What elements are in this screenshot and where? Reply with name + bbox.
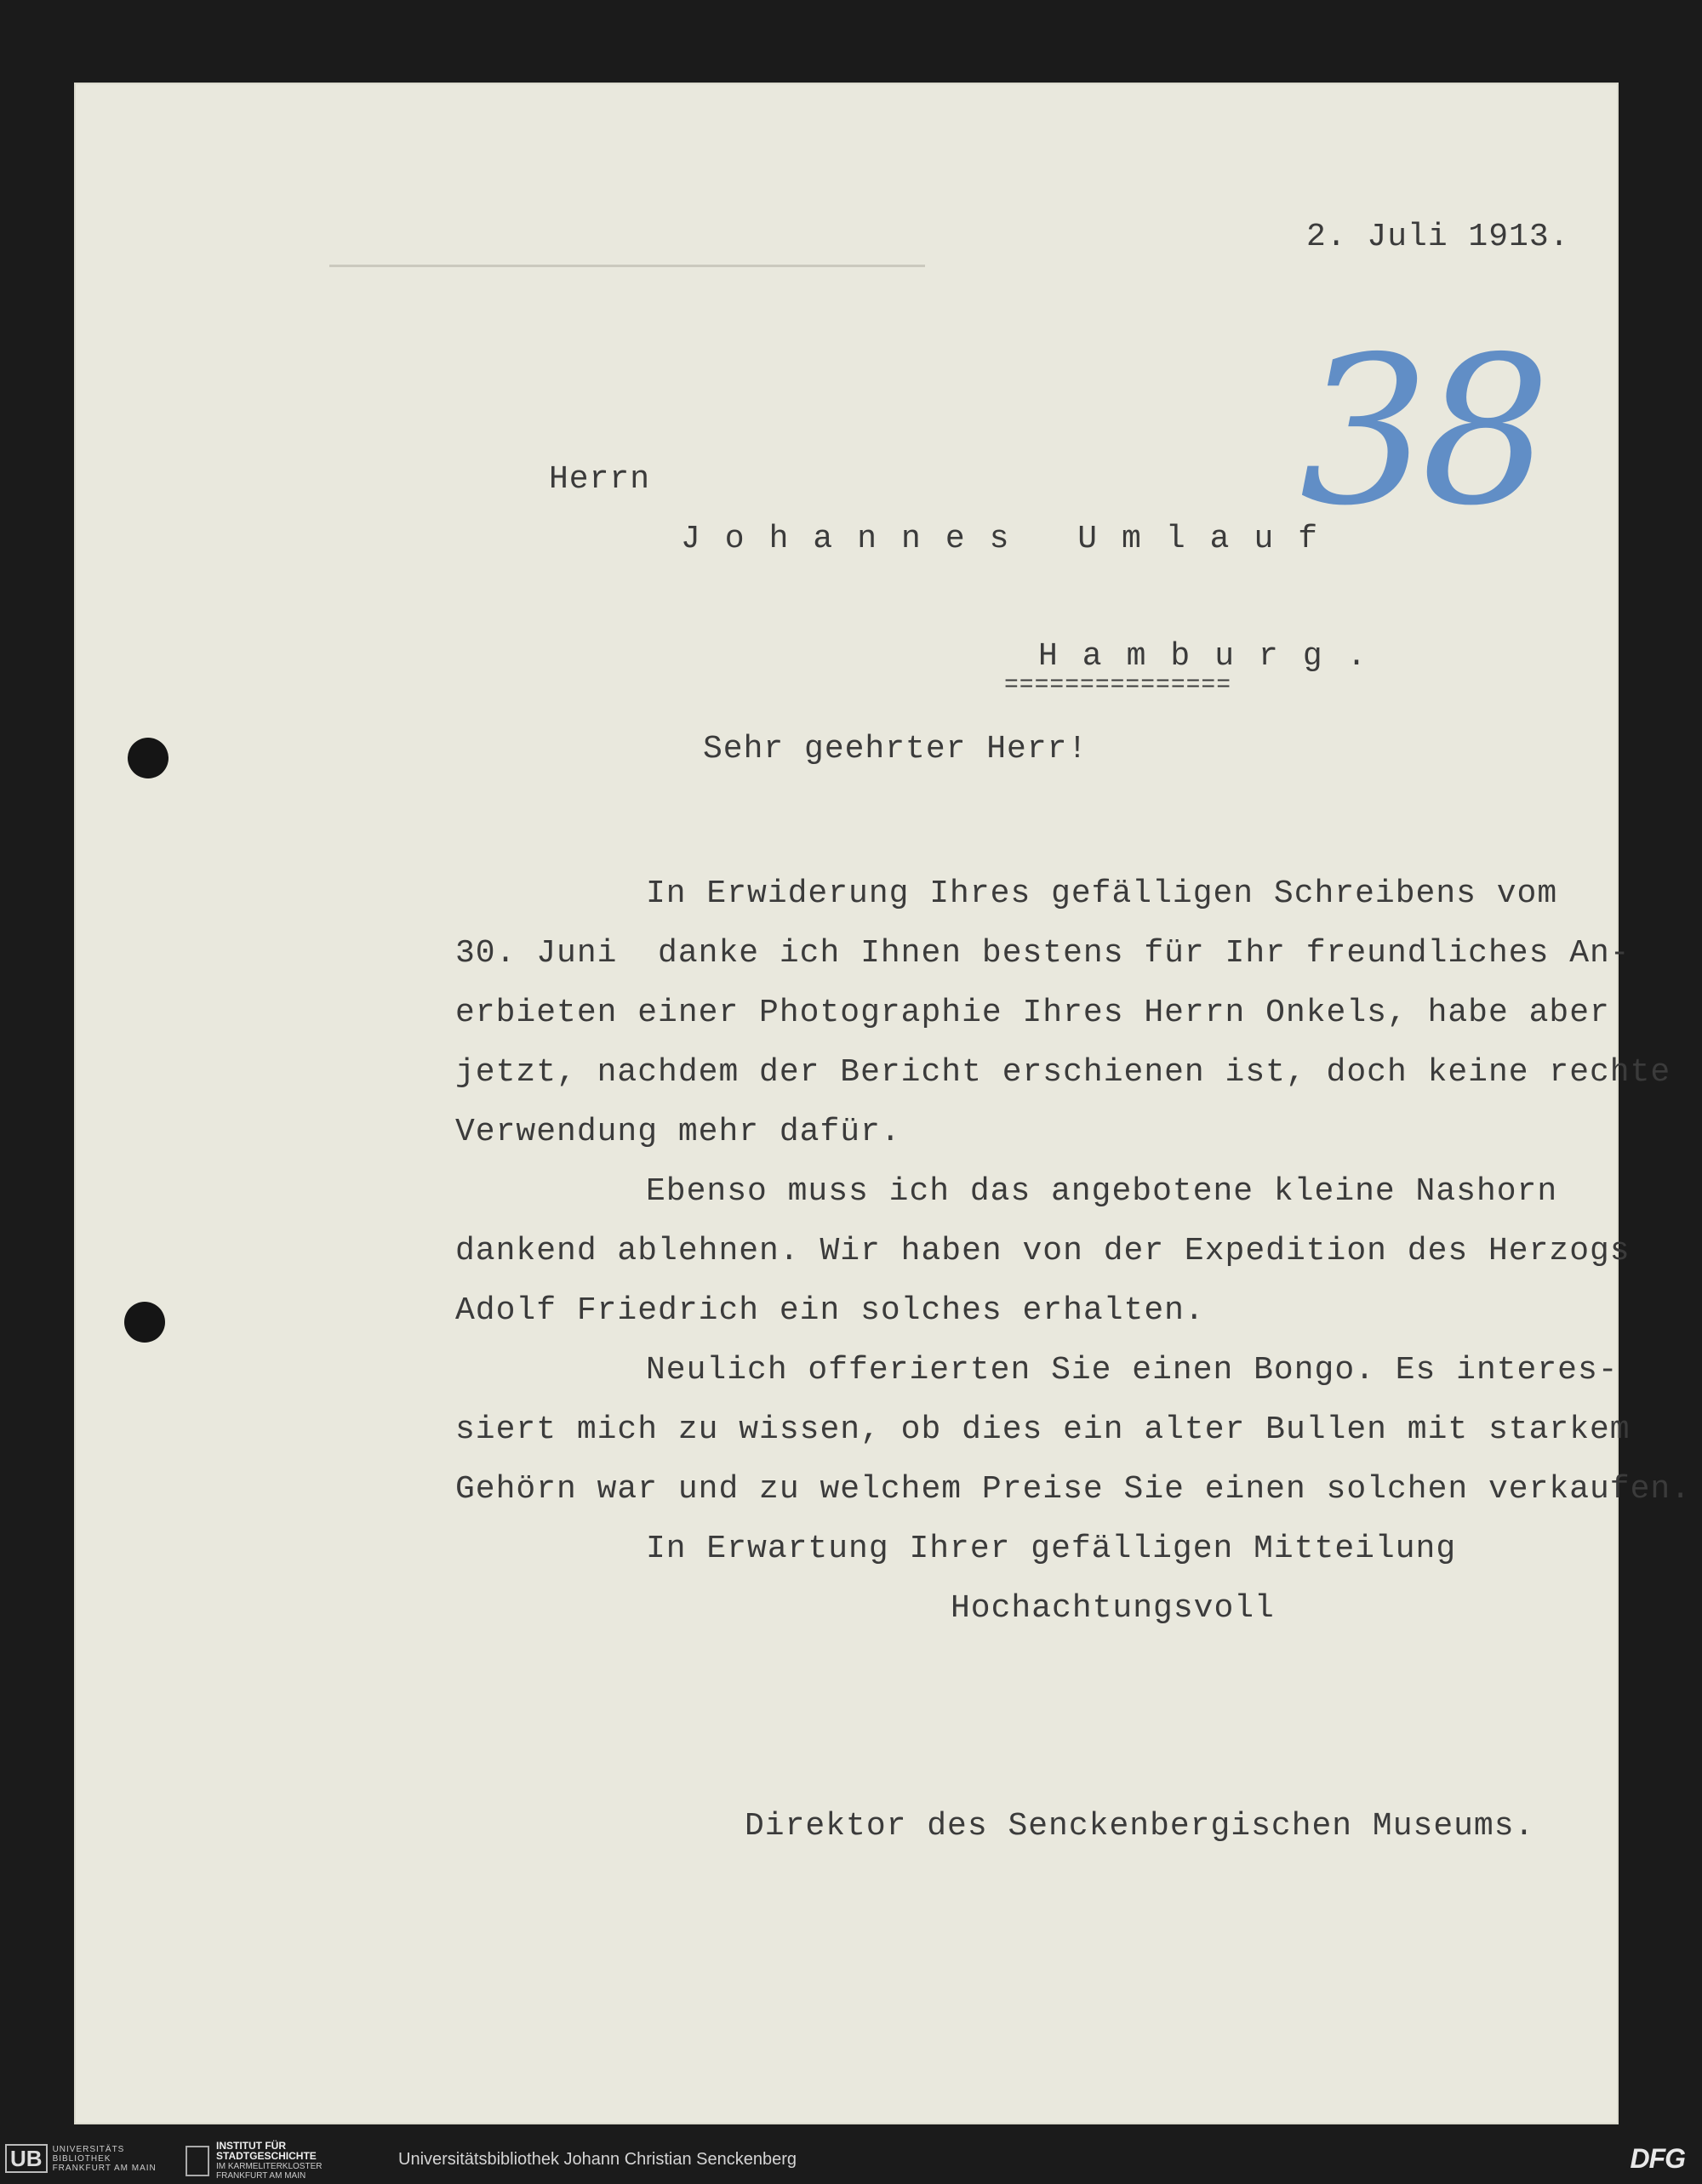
ub-text bbox=[53, 2145, 157, 2173]
ub-text-line: BIBLIOTHEK bbox=[52, 2153, 111, 2164]
body-line: In Erwartung Ihrer gefälligen Mitteilung bbox=[646, 1531, 1457, 1567]
body-line: 30. Juni danke ich Ihnen bestens für Ihr freundliches An- bbox=[455, 935, 1631, 972]
ub-logo bbox=[5, 2143, 157, 2174]
body-line: In Erwiderung Ihres gefälligen Schreibens vom bbox=[646, 875, 1558, 912]
body-line: erbieten einer Photographie Ihres Herrn Onkels, habe aber bbox=[455, 995, 1610, 1031]
ink-smudge bbox=[329, 265, 925, 267]
punch-hole-icon bbox=[124, 1302, 165, 1343]
letter-page bbox=[74, 83, 1692, 2124]
signature-line: Direktor des Senckenbergischen Museums. bbox=[745, 1808, 1535, 1845]
ub-mark: UB bbox=[5, 2144, 48, 2173]
institute-logo bbox=[186, 2141, 322, 2181]
letter-date: 2. Juli 1913. bbox=[1306, 219, 1570, 255]
city-underline: =============== bbox=[1004, 672, 1232, 699]
body-line: Gehörn war und zu welchem Preise Sie einen solchen verkaufen. bbox=[455, 1471, 1692, 1508]
institute-text-line: INSTITUT FÜR bbox=[216, 2140, 286, 2152]
body-line: Ebenso muss ich das angebotene kleine Nashorn bbox=[646, 1173, 1558, 1210]
archive-number-pencil: 38 bbox=[1299, 312, 1543, 550]
institute-text-line: FRANKFURT AM MAIN bbox=[216, 2171, 306, 2181]
body-line: Neulich offerierten Sie einen Bongo. Es interes- bbox=[646, 1352, 1619, 1389]
greeting: Sehr geehrter Herr! bbox=[703, 731, 1088, 767]
archive-footer bbox=[0, 2133, 1702, 2184]
body-line: Adolf Friedrich ein solches erhalten. bbox=[455, 1292, 1205, 1329]
salutation-title: Herrn bbox=[549, 461, 651, 498]
library-name: Universitätsbibliothek Johann Christian Senckenberg bbox=[398, 2150, 797, 2169]
recipient-name: Johannes Umlauf bbox=[681, 521, 1343, 557]
body-line: jetzt, nachdem der Bericht erschienen ist, doch keine rechte bbox=[455, 1054, 1671, 1091]
ub-text-line: FRANKFURT AM MAIN bbox=[52, 2163, 157, 2173]
body-line: dankend ablehnen. Wir haben von der Expedition des Herzogs bbox=[455, 1233, 1631, 1269]
dfg-logo: DFG bbox=[1630, 2143, 1685, 2174]
ub-text-line: UNIVERSITÄTS bbox=[52, 2144, 125, 2154]
institute-text-line: IM KARMELITERKLOSTER bbox=[216, 2162, 323, 2171]
body-line: Verwendung mehr dafür. bbox=[455, 1114, 901, 1150]
recipient-city: Hamburg. bbox=[1038, 638, 1391, 675]
punch-hole-icon bbox=[128, 738, 168, 778]
body-line: siert mich zu wissen, ob dies ein alter Bullen mit starkem bbox=[455, 1411, 1631, 1448]
institute-text bbox=[216, 2141, 322, 2181]
institute-text-line: STADTGESCHICHTE bbox=[216, 2150, 317, 2162]
closing: Hochachtungsvoll bbox=[951, 1590, 1275, 1627]
institute-emblem-icon bbox=[186, 2146, 209, 2176]
